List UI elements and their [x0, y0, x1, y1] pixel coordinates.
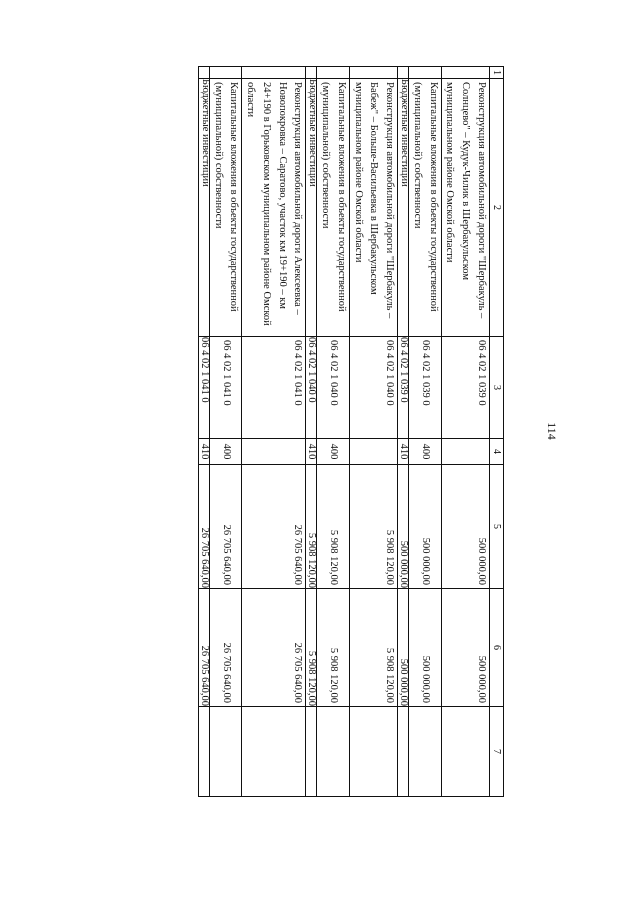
cell-name: Реконструкция автомобильной дороги "Шербакуль – Солнцево" – Кудук-Чилик в Шербакульском муниципальном районе Омской области — [441, 79, 489, 337]
cell-type: 400 — [409, 439, 442, 465]
cell-code: 06 4 02 1 041 0 — [199, 337, 210, 439]
column-header: 2 — [490, 79, 504, 337]
cell-amount-col7 — [242, 707, 306, 797]
cell-amount-col5: 26 705 640,00 — [242, 465, 306, 589]
page-number: 114 — [545, 422, 559, 440]
table-row — [409, 67, 442, 797]
cell-code: 06 4 02 1 040 0 — [350, 337, 398, 439]
cell-amount-col6: 26 705 640,00 — [199, 589, 210, 707]
table-row — [306, 67, 317, 797]
cell-amount-col7 — [199, 707, 210, 797]
cell-amount-col6: 500 000,00 — [409, 589, 442, 707]
cell-amount-col6: 26 705 640,00 — [210, 589, 243, 707]
column-header: 5 — [490, 465, 504, 589]
table-row — [242, 67, 306, 797]
budget-table — [198, 66, 504, 797]
column-header: 7 — [490, 707, 504, 797]
cell-amount-col5: 500 000,00 — [409, 465, 442, 589]
cell-col1 — [199, 67, 210, 79]
cell-col1 — [441, 67, 489, 79]
cell-code: 06 4 02 1 040 0 — [317, 337, 350, 439]
cell-amount-col7 — [350, 707, 398, 797]
table-row — [210, 67, 243, 797]
cell-amount-col6: 5 908 120,00 — [350, 589, 398, 707]
cell-code: 06 4 02 1 039 0 — [441, 337, 489, 439]
cell-col1 — [242, 67, 306, 79]
column-header: 4 — [490, 439, 504, 465]
cell-amount-col7 — [398, 707, 409, 797]
cell-amount-col6: 500 000,00 — [398, 589, 409, 707]
cell-amount-col6: 500 000,00 — [441, 589, 489, 707]
table-row — [317, 67, 350, 797]
table-row — [441, 67, 489, 797]
table-row — [199, 67, 210, 797]
cell-amount-col7 — [306, 707, 317, 797]
cell-amount-col7 — [409, 707, 442, 797]
cell-amount-col7 — [441, 707, 489, 797]
cell-amount-col6: 5 908 120,00 — [306, 589, 317, 707]
cell-type — [242, 439, 306, 465]
cell-amount-col7 — [210, 707, 243, 797]
cell-amount-col6: 26 705 640,00 — [242, 589, 306, 707]
cell-type — [350, 439, 398, 465]
cell-code: 06 4 02 1 039 0 — [409, 337, 442, 439]
cell-col1 — [210, 67, 243, 79]
cell-col1 — [317, 67, 350, 79]
cell-amount-col5: 5 908 120,00 — [317, 465, 350, 589]
cell-name: Реконструкция автомобильной дороги "Шербакуль – Бабеж" – Больше-Васильевка в Шербакульском муниципальном районе Омской области — [350, 79, 398, 337]
cell-type: 400 — [210, 439, 243, 465]
cell-amount-col5: 500 000,00 — [398, 465, 409, 589]
table-body — [199, 67, 490, 797]
cell-name: Бюджетные инвестиции — [306, 79, 317, 337]
cell-name: Капитальные вложения в объекты государственной (муниципальной) собственности — [317, 79, 350, 337]
column-header: 6 — [490, 589, 504, 707]
column-header: 1 — [490, 67, 504, 79]
cell-code: 06 4 02 1 039 0 — [398, 337, 409, 439]
cell-code: 06 4 02 1 041 0 — [242, 337, 306, 439]
rotated-page — [64, 66, 559, 796]
cell-amount-col5: 500 000,00 — [441, 465, 489, 589]
cell-col1 — [409, 67, 442, 79]
cell-amount-col5: 26 705 640,00 — [199, 465, 210, 589]
cell-name: Капитальные вложения в объекты государственной (муниципальной) собственности — [409, 79, 442, 337]
column-number-row — [490, 67, 504, 797]
column-header: 3 — [490, 337, 504, 439]
cell-type: 410 — [398, 439, 409, 465]
cell-code: 06 4 02 1 040 0 — [306, 337, 317, 439]
cell-col1 — [306, 67, 317, 79]
cell-amount-col7 — [317, 707, 350, 797]
cell-type: 410 — [306, 439, 317, 465]
cell-amount-col5: 26 705 640,00 — [210, 465, 243, 589]
cell-name: Капитальные вложения в объекты государственной (муниципальной) собственности — [210, 79, 243, 337]
cell-code: 06 4 02 1 041 0 — [210, 337, 243, 439]
cell-type — [441, 439, 489, 465]
cell-name: Реконструкция автомобильной дороги Алексеевка – Новопокровка – Саратово, участок км 19+190 – км 24+190 в Горьковском муниципальном районе Омской области — [242, 79, 306, 337]
cell-type: 410 — [199, 439, 210, 465]
cell-name: Бюджетные инвестиции — [199, 79, 210, 337]
table-row — [350, 67, 398, 797]
table-row — [398, 67, 409, 797]
cell-name: Бюджетные инвестиции — [398, 79, 409, 337]
cell-amount-col5: 5 908 120,00 — [306, 465, 317, 589]
cell-amount-col5: 5 908 120,00 — [350, 465, 398, 589]
cell-col1 — [398, 67, 409, 79]
cell-type: 400 — [317, 439, 350, 465]
cell-col1 — [350, 67, 398, 79]
cell-amount-col6: 5 908 120,00 — [317, 589, 350, 707]
